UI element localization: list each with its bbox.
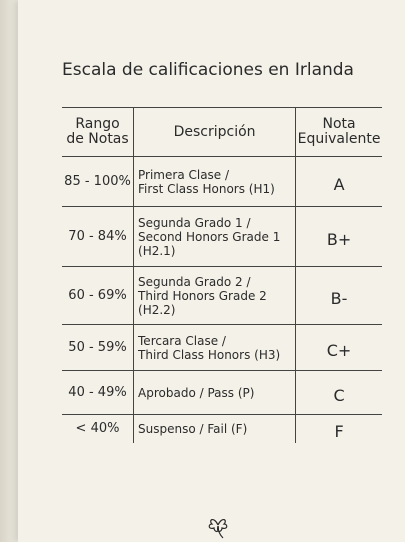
header-range-line1: Rango xyxy=(75,116,120,132)
grade-cell: B+ xyxy=(326,230,352,249)
header-grade xyxy=(296,108,382,157)
range-cell: < 40% xyxy=(75,421,120,437)
range-cell: 70 - 84% xyxy=(68,229,127,244)
grading-scale-table xyxy=(62,107,382,443)
grade-cell: F xyxy=(334,422,344,442)
book-spine-shadow xyxy=(0,0,18,542)
description-cell xyxy=(134,325,296,371)
header-range xyxy=(62,108,134,157)
header-range-line2: de Notas xyxy=(66,131,129,147)
description-line: First Class Honors (H1) xyxy=(138,181,275,196)
header-grade-line1: Nota xyxy=(322,116,356,132)
grade-cell: A xyxy=(333,175,345,194)
grade-cell: C+ xyxy=(326,341,352,360)
range-cell: 40 - 49% xyxy=(68,385,127,400)
table-row xyxy=(62,157,382,207)
description-line: Primera Clase / xyxy=(138,167,230,182)
header-description: Descripción xyxy=(134,108,296,157)
description-line: Segunda Grado 1 / xyxy=(138,215,251,230)
header-grade-line2: Equivalente xyxy=(297,131,381,147)
page-title: Escala de calificaciones en Irlanda xyxy=(62,60,354,80)
description-cell xyxy=(134,371,296,415)
description-cell xyxy=(134,157,296,207)
grade-cell: B- xyxy=(330,289,348,308)
description-line: Second Honors Grade 1 xyxy=(138,229,281,244)
table-row xyxy=(62,207,382,267)
description-cell xyxy=(134,415,296,443)
description-line: Suspenso / Fail (F) xyxy=(138,421,248,436)
range-cell: 50 - 59% xyxy=(68,340,127,355)
description-cell xyxy=(134,207,296,267)
description-line: (H2.2) xyxy=(138,302,176,317)
table-row xyxy=(62,267,382,325)
description-line: (H2.1) xyxy=(138,243,176,258)
description-line: Aprobado / Pass (P) xyxy=(138,385,255,400)
table-header-row xyxy=(62,108,382,157)
description-line: Tercara Clase / xyxy=(138,333,226,348)
description-line: Third Class Honors (H3) xyxy=(138,347,281,362)
table-row xyxy=(62,415,382,443)
table-row xyxy=(62,325,382,371)
description-line: Third Honors Grade 2 xyxy=(138,288,267,303)
table-row xyxy=(62,371,382,415)
grade-cell: C xyxy=(333,386,345,405)
shamrock-icon xyxy=(204,512,232,540)
description-line: Segunda Grado 2 / xyxy=(138,274,251,289)
range-cell: 85 - 100% xyxy=(64,174,131,189)
description-cell xyxy=(134,267,296,325)
range-cell: 60 - 69% xyxy=(68,288,127,303)
